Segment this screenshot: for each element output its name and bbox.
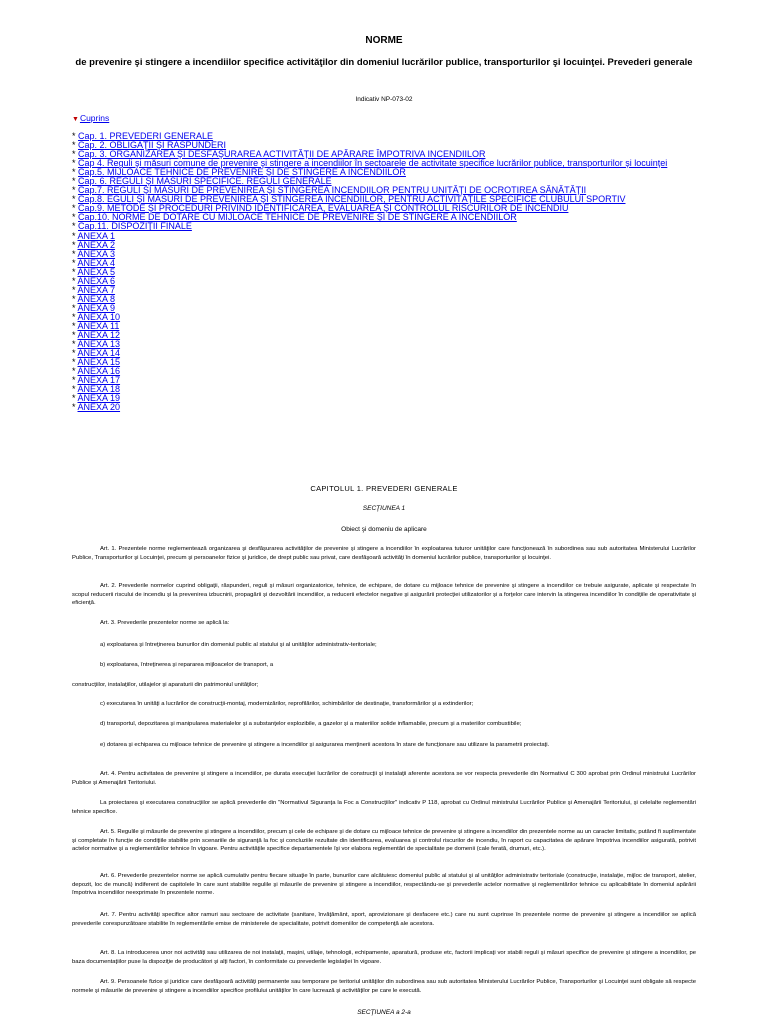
bullet-star-icon: *	[72, 393, 78, 404]
article-paragraph: Art. 6. Prevederile prezentelor norme se aplică cumulativ pentru fiecare situaţie în parte, bunurilor care alcătuiesc domeniul public al statului şi al unităţilor administrativ teritoriale (construcţie, instalaţie, mijloc de transport, atelier, depozit, loc de muncă) indiferent de capitolele în care sunt stabilite regulile şi măsurile de prevenire şi stingere a incendiilor, respectându-se şi prevederile actelor normative şi reglementărilor tehnice cu aplicabilitate în domeniul apărării împotriva incendiilor neexprimate în prezentele norme.	[72, 873, 696, 897]
toc-item	[72, 222, 712, 231]
article-paragraph: Art. 7. Pentru activităţi specifice altor ramuri sau sectoare de activitate (sanitare, învăţământ, sport, aprovizionare şi desfacere etc.) care nu sunt cuprinse în prezentele norme de prevenire şi stingere a incendiilor se aplică prevederile corespunzătoare stabilite în reglementările emise de ministerele de specialitate, potrivit domeniilor de competenţă ale acestora.	[72, 912, 696, 927]
toc-item	[72, 277, 712, 286]
toc-item	[72, 376, 712, 385]
toc-link[interactable]: Cap. 3. ORGANIZAREA ŞI DESFĂŞURAREA ACTIVITĂŢII DE APĂRARE ÎMPOTRIVA INCENDIILOR	[78, 149, 486, 160]
toc-item	[72, 286, 712, 295]
article-paragraph: Art. 4. Pentru activitatea de prevenire şi stingere a incendiilor, pe durata execuţiei lucrărilor de construcţii şi instalaţii aferente acestora se vor respecta prevederile din Normativul C 300 aprobat prin Ordinul ministrului Lucrărilor Publice şi Amenajării Teritoriului.	[72, 771, 696, 786]
bullet-star-icon: *	[72, 194, 79, 205]
toc-item	[72, 259, 712, 268]
toc-item	[72, 232, 712, 241]
bullet-star-icon: *	[72, 284, 78, 295]
toc-link[interactable]: ANEXA 8	[77, 293, 116, 304]
toc-link[interactable]: ANEXA 6	[77, 275, 116, 286]
table-of-contents	[72, 132, 712, 412]
section-heading: SECŢIUNEA 1	[362, 505, 406, 512]
toc-item	[72, 394, 712, 403]
document-title: NORME	[365, 35, 403, 46]
bullet-star-icon: *	[72, 185, 79, 196]
toc-link[interactable]: Cap.8. EGULI ŞI MĂSURI DE PREVENIREA ŞI STINGEREA INCENDIILOR, PENTRU ACTIVITĂŢILE SPECIFICE CLUBULUI SPORTIV	[78, 194, 626, 205]
toc-item	[72, 241, 712, 250]
toc-link[interactable]: ANEXA 17	[77, 375, 121, 386]
toc-link[interactable]: ANEXA 1	[77, 230, 116, 241]
toc-item	[72, 358, 712, 367]
toc-link[interactable]: Cuprins	[79, 113, 110, 123]
toc-link[interactable]: Cap.9. METODE ŞI PROCEDURI PRIVIND IDENTIFICAREA, EVALUAREA ŞI CONTROLUL RISCURILOR DE INCENDIU	[78, 203, 569, 214]
article-paragraph: Art. 2. Prevederile normelor cuprind obligaţii, răspunderi, reguli şi măsuri organizatorice, tehnice, de echipare, de dotare cu mijloace tehnice de prevenire şi stingere a incendiilor ce trebuie asigurate, aplicate şi respectate în scopul reducerii riscului de incendiu şi la prevenirea izbucnirii, propagării şi dezvoltării incendiilor, a reducerii efectelor negative şi asigurării protecţiei utilizatorilor şi a forţelor care intervin la stingerea incendiilor în condiţiile de operativitate şi eficienţă.	[72, 583, 696, 607]
toc-item	[72, 250, 712, 259]
bullet-star-icon: *	[72, 257, 78, 268]
toc-link[interactable]: ANEXA 13	[77, 339, 121, 350]
bullet-star-icon: *	[72, 302, 78, 313]
chapter-heading: CAPITOLUL 1. PREVEDERI GENERALE	[310, 484, 458, 493]
collapse-triangle-icon[interactable]: ▼	[72, 116, 79, 123]
article-paragraph: c) executarea în unităţi a lucrărilor de construcţii-montaj, modernizărilor, reprofilărilor, schimbărilor de destinaţie, transformărilor şi a extinderilor;	[100, 701, 474, 707]
article-paragraph: Art. 5. Regulile şi măsurile de prevenire şi stingere a incendiilor, precum şi cele de echipare şi de dotare cu mijloace tehnice de prevenire şi stingere a incendiilor din prezentele norme au un caracter limitativ, putând fi suplimentate şi completate în funcţie de condiţiile stabilite prin scenariile de siguranţă la foc şi concluziile rezultate din identificarea, evaluarea şi controlul riscurilor de incendiu, în raport cu capacitatea de apărare împotriva incendiilor asigurată, potrivit actelor normative şi a reglementărilor tehnice în vigoare. Pentru activităţile specifice departamentele îşi vor elabora reglementări de specialitate pe domenii (cale ferată, drumuri, etc.).	[72, 829, 696, 853]
article-paragraph: Art. 9. Persoanele fizice şi juridice care desfăşoară activităţi permanente sau temporare pe teritoriul unităţilor din subordinea sau sub autoritatea Ministerului Lucrărilor Publice, Transporturilor şi Locuinţei sunt obligate să respecte normele şi măsurile de prevenire şi stingere a incendiilor specifice profilului unităţilor în care lucrează şi activităţilor pe care le execută.	[72, 979, 696, 994]
toc-link[interactable]: ANEXA 10	[77, 311, 121, 322]
article-paragraph: construcţiilor, instalaţiilor, utilajelor şi aparaturii din patrimoniul unităţilor;	[72, 682, 259, 688]
article-paragraph: Art. 3. Prevederile prezentelor norme se aplică la:	[100, 620, 230, 626]
article-paragraph: La proiectarea şi executarea construcţiilor se aplică prevederile din "Normativul Siguranţa la Foc a Construcţiilor" indicativ P 118, aprobat cu Ordinul ministrului Lucrărilor Publice şi Amenajării Teritoriului, şi celelalte reglementări tehnice specifice.	[72, 800, 696, 815]
bullet-star-icon: *	[72, 339, 78, 350]
article-paragraph: a) exploatarea şi întreţinerea bunurilor din domeniul public al statului şi al unităţilor administrativ-teritoriale;	[100, 642, 377, 648]
toc-item	[72, 295, 712, 304]
bullet-star-icon: *	[72, 221, 79, 232]
bullet-star-icon: *	[72, 176, 79, 187]
bullet-star-icon: *	[72, 266, 78, 277]
article-paragraph: d) transportul, depozitarea şi manipularea materialelor şi a substanţelor explozibile, a gazelor şi a materiilor solide inflamabile, precum şi a materiilor combustibile;	[100, 721, 522, 727]
bullet-star-icon: *	[72, 239, 78, 250]
bullet-star-icon: *	[72, 167, 79, 178]
toc-link[interactable]: Cap 4. Reguli şi măsuri comune de prevenire şi stingere a incendiilor în sectoarele de activitate specifice lucrărilor publice, transporturilor şi locuinţei	[78, 158, 668, 169]
article-paragraph: Art. 1. Prezentele norme reglementează organizarea şi desfăşurarea activităţilor de prevenire şi stingere a incendiilor în exploatarea tuturor unităţilor care funcţionează în subordinea sau sub autoritatea Ministerului Lucrărilor Publice, Transporturilor şi Locuinţei, precum şi persoanelor fizice şi juridice, de drept public sau privat, care desfăşoară activităţi în domeniul lucrărilor publice, transporturilor şi locuinţei.	[72, 546, 696, 561]
toc-link[interactable]: ANEXA 9	[77, 302, 116, 313]
bullet-star-icon: *	[72, 275, 78, 286]
toc-header	[72, 113, 109, 123]
bullet-star-icon: *	[72, 158, 79, 169]
bullet-star-icon: *	[72, 375, 78, 386]
toc-link[interactable]: ANEXA 18	[77, 384, 121, 395]
article-paragraph: e) dotarea şi echiparea cu mijloace tehnice de prevenire şi stingere a incendiilor şi asigurarea menţinerii acestora în stare de funcţionare sau utilizare la parametrii proiectaţi.	[100, 742, 550, 748]
bullet-star-icon: *	[72, 320, 78, 331]
toc-link[interactable]: ANEXA 3	[77, 248, 116, 259]
bullet-star-icon: *	[72, 384, 78, 395]
bullet-star-icon: *	[72, 212, 79, 223]
toc-link[interactable]: Cap. 6. REGULI ŞI MĂSURI SPECIFICE. REGULI GENERALE	[78, 176, 332, 187]
bullet-star-icon: *	[72, 293, 78, 304]
bullet-star-icon: *	[72, 311, 78, 322]
bullet-star-icon: *	[72, 366, 78, 377]
toc-item	[72, 304, 712, 313]
toc-link[interactable]: ANEXA 14	[77, 348, 121, 359]
toc-item	[72, 367, 712, 376]
toc-link[interactable]: ANEXA 4	[77, 257, 116, 268]
bullet-star-icon: *	[72, 230, 78, 241]
bullet-star-icon: *	[72, 203, 79, 214]
bullet-star-icon: *	[72, 140, 79, 151]
section-subtitle: Obiect şi domeniu de aplicare	[341, 526, 427, 533]
toc-link[interactable]: Cap.7. REGULI ŞI MĂSURI DE PREVENIREA ŞI STINGEREA INCENDIILOR PENTRU UNITĂŢI DE OCROTIREA SĂNĂTĂŢII	[78, 185, 587, 196]
bullet-star-icon: *	[72, 248, 78, 259]
article-paragraph: b) exploatarea, întreţinerea şi repararea mijloacelor de transport, a	[100, 662, 274, 668]
document-indicativ: Indicativ NP-073-02	[355, 96, 413, 103]
bullet-star-icon: *	[72, 402, 78, 413]
bullet-star-icon: *	[72, 348, 78, 359]
toc-link[interactable]: Cap. 2. OBLIGAŢII ŞI RĂSPUNDERI	[78, 140, 227, 151]
document-subtitle: de prevenire şi stingere a incendiilor specifice activităţilor din domeniul lucrărilor publice, transporturilor şi locuinţei. Prevederi generale	[75, 57, 693, 68]
toc-item	[72, 385, 712, 394]
toc-link[interactable]: ANEXA 12	[77, 330, 121, 341]
toc-item	[72, 349, 712, 358]
toc-link[interactable]: Cap.5. MIJLOACE TEHNICE DE PREVENIRE ŞI DE STINGERE A INCENDIILOR	[78, 167, 406, 178]
toc-item	[72, 268, 712, 277]
article-paragraph: Art. 8. La introducerea unor noi activităţi sau utilizarea de noi instalaţii, maşini, utilaje, tehnologii, echipamente, aparatură, produse etc, factorii implicaţi vor stabili reguli şi măsuri specifice de prevenire şi stingere a incendiilor, pe baza documentaţiilor puse la dispoziţie de producători şi alţi factori, în conformitate cu prevederile legislaţiei în vigoare.	[72, 950, 696, 965]
bullet-star-icon: *	[72, 149, 79, 160]
toc-item	[72, 340, 712, 349]
toc-link[interactable]: Cap.10. NORME DE DOTARE CU MIJLOACE TEHNICE DE PREVENIRE ŞI DE STINGERE A INCENDIILOR	[78, 212, 517, 223]
toc-link[interactable]: ANEXA 16	[77, 366, 121, 377]
bullet-star-icon: *	[72, 131, 79, 141]
toc-item	[72, 313, 712, 322]
toc-item	[72, 403, 712, 412]
next-section-heading: SECŢIUNEA a 2-a	[357, 1009, 411, 1016]
toc-item	[72, 322, 712, 331]
toc-link[interactable]: ANEXA 15	[77, 357, 121, 368]
bullet-star-icon: *	[72, 330, 78, 341]
bullet-star-icon: *	[72, 357, 78, 368]
toc-item	[72, 331, 712, 340]
toc-link[interactable]: ANEXA 2	[77, 239, 116, 250]
toc-link[interactable]: ANEXA 11	[77, 320, 120, 331]
toc-link[interactable]: ANEXA 19	[77, 393, 121, 404]
toc-link[interactable]: ANEXA 5	[77, 266, 116, 277]
toc-link[interactable]: ANEXA 7	[77, 284, 116, 295]
toc-link[interactable]: Cap. 1. PREVEDERI GENERALE	[78, 131, 214, 141]
toc-link[interactable]: ANEXA 20	[77, 402, 121, 413]
toc-link[interactable]: Cap.11. DISPOZIŢII FINALE	[78, 221, 192, 232]
